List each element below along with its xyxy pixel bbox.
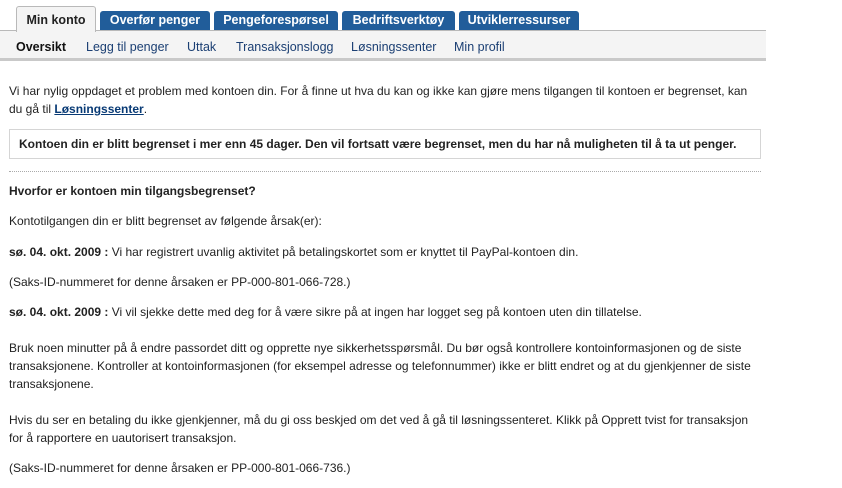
tab-bedriftsverktoy[interactable]: Bedriftsverktøy [342,11,455,30]
tab-pengeforesporsel[interactable]: Pengeforespørsel [214,11,338,30]
reasons-intro: Kontotilgangen din er blitt begrenset av følgende årsak(er): [9,214,322,228]
restriction-notice: Kontoen din er blitt begrenset i mer enn 45 dager. Den vil fortsatt være begrenset, men du har nå muligheten til å ta ut penger. [9,129,761,159]
intro-paragraph [9,82,761,118]
intro-text: Vi har nylig oppdaget et problem med kontoen din. For å finne ut hva du kan og ikke kan gjøre mens tilgangen til kontoen er begrenset, kan du gå til [9,84,748,116]
tab-overfor-penger[interactable]: Overfør penger [100,11,210,30]
reason-item [9,303,761,321]
final-case-id: (Saks-ID-nummeret for denne årsaken er PP-000-801-066-736.) [9,461,351,475]
tab-utviklerressurser[interactable]: Utviklerressurser [459,11,579,30]
reason-text: Vi vil sjekke dette med deg for å være sikre på at ingen har logget seg på kontoen uten din tillatelse. [108,305,642,319]
password-advice-paragraph: Bruk noen minutter på å endre passordet ditt og opprette nye sikkerhetsspørsmål. Du bør også kontrollere kontoinformasjonen og de siste transaksjonene. Kontroller at kontoinformasjonen (for eksempel adresse og telefonnummer) ikke er blitt endret og at du gjenkjenner de siste transaksjonene. [9,341,751,391]
subnav-oversikt[interactable]: Oversikt [16,40,67,54]
divider [9,171,761,172]
tab-min-konto[interactable]: Min konto [16,6,96,32]
section-title: Hvorfor er kontoen min tilgangsbegrenset? [9,184,256,198]
reason-text: Vi har registrert uvanlig aktivitet på betalingskortet som er knyttet til PayPal-kontoen din. [108,245,579,259]
page [0,0,766,54]
reason-item [9,243,761,261]
dispute-advice-paragraph: Hvis du ser en betaling du ikke gjenkjenner, må du gi oss beskjed om det ved å gå til løsningssenteret. Klikk på Opprett tvist for transaksjon for å rapportere en uautorisert transaksjon. [9,413,749,445]
sub-navigation [0,30,766,61]
subnav-legg-til-penger[interactable]: Legg til penger [86,40,169,54]
reason-case-id: (Saks-ID-nummeret for denne årsaken er PP-000-801-066-728.) [9,275,351,289]
intro-text-end: . [143,102,148,116]
subnav-min-profil[interactable]: Min profil [454,40,505,54]
reason-date: sø. 04. okt. 2009 : [9,245,109,259]
reason-date: sø. 04. okt. 2009 : [9,305,109,319]
losningssenter-link[interactable]: Løsningssenter [54,102,144,116]
subnav-uttak[interactable]: Uttak [187,40,217,54]
subnav-losningssenter[interactable]: Løsningssenter [351,40,437,54]
subnav-transaksjonslogg[interactable]: Transaksjonslogg [236,40,334,54]
main-tabs [0,0,766,30]
